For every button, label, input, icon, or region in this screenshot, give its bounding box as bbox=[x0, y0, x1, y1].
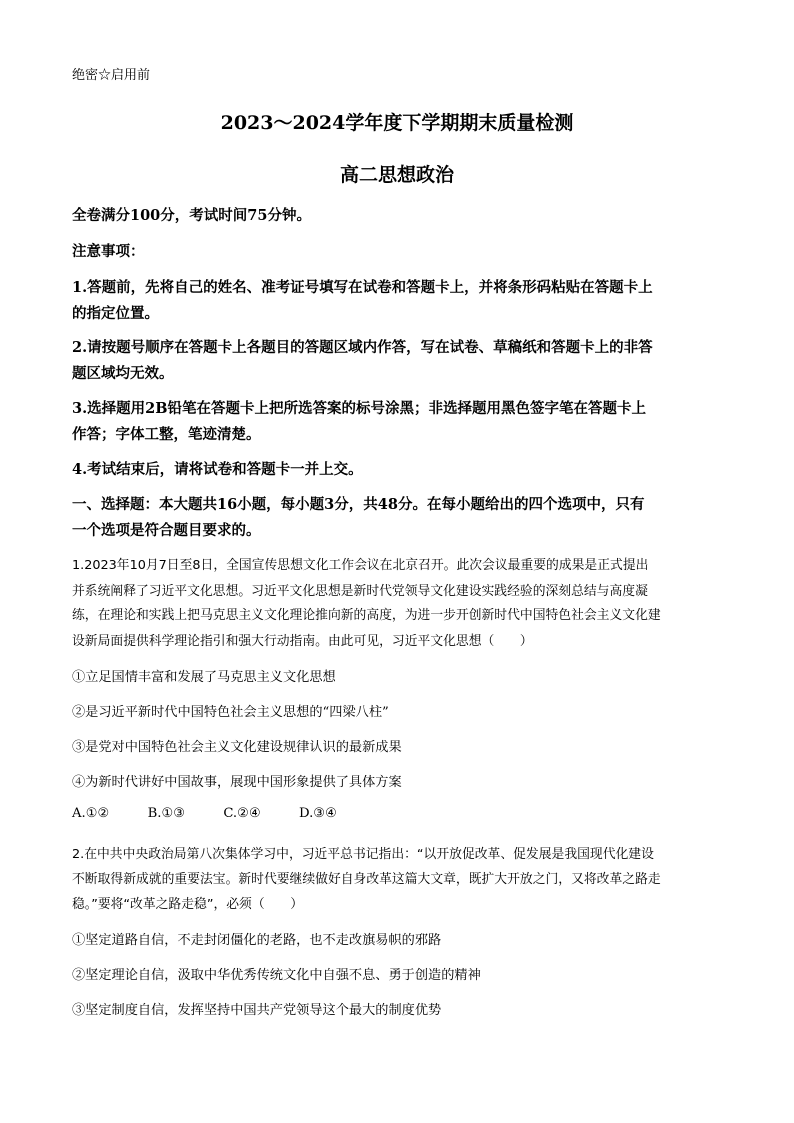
q2-statement-1: ①坚定道路自信，不走封闭僵化的老路，也不走改旗易帜的邪路 bbox=[72, 933, 442, 948]
instruction-3-line-2: 作答；字体工整，笔迹清楚。 bbox=[72, 426, 261, 443]
q2-statement-3: ③坚定制度自信，发挥坚持中国共产党领导这个最大的制度优势 bbox=[72, 1003, 442, 1018]
q1-statement-1: ①立足国情丰富和发展了马克思主义文化思想 bbox=[72, 670, 336, 685]
q1-stem-line-4: 设新局面提供科学理论指引和强大行动指南。由此可见，习近平文化思想（ ） bbox=[72, 634, 533, 649]
q1-options bbox=[72, 806, 371, 821]
q1-stem-line-2: 并系统阐释了习近平文化思想。习近平文化思想是新时代党领导文化建设实践经验的深刻总结与高度凝 bbox=[72, 584, 648, 599]
q2-statement-2: ②坚定理论自信，汲取中华优秀传统文化中自强不息、勇于创造的精神 bbox=[72, 968, 481, 983]
q1-option-a: A.①② bbox=[72, 806, 110, 821]
instruction-1-line-1: 1.答题前，先将自己的姓名、准考证号填写在试卷和答题卡上，并将条形码粘贴在答题卡上 bbox=[72, 279, 653, 296]
q2-stem-line-3: 稳。”要将“改革之路走稳”，必须（ ） bbox=[72, 897, 304, 912]
q2-stem-line-2: 不断取得新成就的重要法宝。新时代要继续做好自身改革这篇大文章，既扩大开放之门，又将改革之路走 bbox=[72, 872, 661, 887]
q1-option-b: B.①③ bbox=[147, 806, 186, 821]
q1-option-c: C.②④ bbox=[223, 806, 261, 821]
q1-statement-2: ②是习近平新时代中国特色社会主义思想的“四梁八柱” bbox=[72, 705, 389, 720]
q1-stem-line-1: 1.2023年10月7日至8日，全国宣传思想文化工作会议在北京召开。此次会议最重要的成果是正式提出 bbox=[72, 558, 649, 573]
q1-statement-3: ③是党对中国特色社会主义文化建设规律认识的最新成果 bbox=[72, 740, 402, 755]
score-line: 全卷满分100分，考试时间75分钟。 bbox=[72, 207, 311, 224]
section-1-line-2: 一个选项是符合题目要求的。 bbox=[72, 522, 261, 539]
exam-title: 2023～2024学年度下学期期末质量检测 bbox=[220, 112, 574, 134]
q1-statement-4: ④为新时代讲好中国故事，展现中国形象提供了具体方案 bbox=[72, 775, 402, 790]
subject-title: 高二思想政治 bbox=[339, 164, 454, 186]
instruction-1-line-2: 的指定位置。 bbox=[72, 305, 159, 322]
q2-stem-line-1: 2.在中共中央政治局第八次集体学习中，习近平总书记指出：“以开放促改革、促发展是我国现代化建设 bbox=[72, 847, 654, 862]
instruction-4: 4.考试结束后，请将试卷和答题卡一并上交。 bbox=[72, 461, 363, 478]
instruction-2-line-1: 2.请按题号顺序在答题卡上各题目的答题区域内作答，写在试卷、草稿纸和答题卡上的非答 bbox=[72, 339, 653, 356]
q1-option-d: D.③④ bbox=[298, 806, 337, 821]
secret-label: 绝密☆启用前 bbox=[72, 68, 151, 83]
notice-title: 注意事项： bbox=[72, 243, 145, 260]
instruction-2-line-2: 题区域均无效。 bbox=[72, 365, 174, 382]
section-1-line-1: 一、选择题：本大题共16小题，每小题3分，共48分。在每小题给出的四个选项中，只有 bbox=[72, 496, 645, 513]
instruction-3-line-1: 3.选择题用2B铅笔在答题卡上把所选答案的标号涂黑；非选择题用黑色签字笔在答题卡上 bbox=[72, 400, 646, 417]
q1-stem-line-3: 练，在理论和实践上把马克思主义文化理论推向新的高度，为进一步开创新时代中国特色社会主义文化建 bbox=[72, 608, 661, 623]
